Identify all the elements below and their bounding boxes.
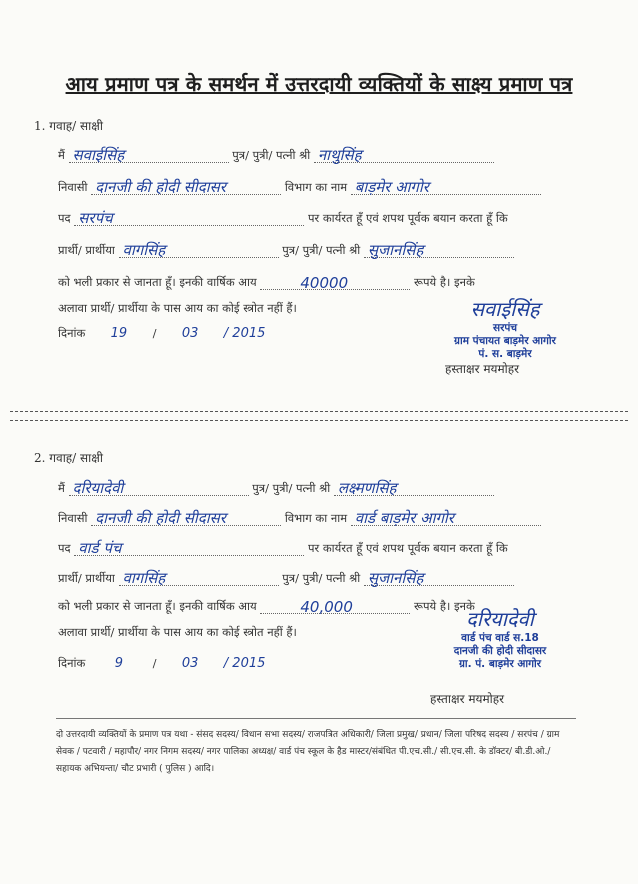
witness2-father-field: लक्ष्मणसिंह — [334, 481, 494, 496]
witness1-label: 1. गवाह/ साक्षी — [34, 119, 103, 133]
witness1-name-row: मैं सवाईसिंह पुत्र/ पुत्री/ पत्नी श्री नाथुसिंह — [58, 148, 494, 163]
witness2-no-source: अलावा प्रार्थी/ प्रार्थीया के पास आय का कोई स्त्रोत नहीं हैं। — [58, 625, 297, 639]
witness1-applicant-father-field: सुजानसिंह — [364, 243, 514, 258]
footnote: दो उत्तरदायी व्यक्तियों के प्रमाण पत्र यथा - संसद सदस्य/ विधान सभा सदस्य/ राजपत्रित अधिकारी/ जिला प्रमुख/ प्रधान/ जिला परिषद सदस्य / सरपंच / ग्राम सेवक / पटवारी / महापौर/ नगर निगम सदस्य/ नगर पालिका अध्यक्ष/ वार्ड पंच स्कूल के हैड मास्टर/संबंधित पी.एच.सी./ सी.एच.सी. के डॉक्टर/ बी.डी.ओ./ सहायक अभियन्ता/ चौट प्रभारी ( पुलिस ) आदि। — [56, 730, 560, 774]
witness2-income-field: 40,000 — [260, 599, 410, 614]
witness2-name-field: दरियादेवी — [69, 481, 249, 496]
witness1-post-field: सरपंच — [74, 211, 304, 226]
witness1-resident-row: निवासी दानजी की होदी सीदासर विभाग का नाम बाड़मेर आगोर — [58, 180, 541, 195]
witness2-income-row: को भली प्रकार से जानता हूँ। इनकी वार्षिक आय 40,000 रूपये है। इनके — [58, 598, 475, 616]
witness1-signature-stamp: सवाईसिंह सरपंच ग्राम पंचायत बाड़मेर आगोर पं. स. बाड़मेर — [415, 295, 595, 361]
witness2-name-row: मैं दरियादेवी पुत्र/ पुत्री/ पत्नी श्री लक्ष्मणसिंह — [58, 481, 494, 496]
witness2-label: 2. गवाह/ साक्षी — [34, 451, 103, 465]
witness1-signature: सवाईसिंह — [470, 297, 540, 321]
witness1-date: दिनांक 19 / 03 / 2015 — [58, 326, 266, 341]
witness2-applicant-field: वागसिंह — [119, 571, 279, 586]
witness1-resident-field: दानजी की होदी सीदासर — [91, 180, 281, 195]
document-title: आय प्रमाण पत्र के समर्थन में उत्तरदायी व्यक्तियों के साक्ष्य प्रमाण पत्र — [65, 72, 573, 96]
witness2-signature: दरियादेवी — [466, 607, 534, 631]
witness1-sign-label: हस्ताक्षर मयमोहर — [445, 362, 520, 376]
witness2-applicant-father-field: सुजानसिंह — [364, 571, 514, 586]
witness2-signature-stamp: दरियादेवी वार्ड पंच वार्ड स.18 दानजी की होदी सीदासर ग्रा. पं. बाड़मेर आगोर — [425, 605, 575, 671]
footnote-rule — [56, 718, 576, 719]
witness2-sign-label: हस्ताक्षर मयमोहर — [430, 692, 505, 706]
witness2-post-field: वार्ड पंच — [74, 541, 304, 556]
witness2-date: दिनांक 9 / 03 / 2015 — [58, 656, 266, 671]
witness1-applicant-row: प्रार्थी/ प्रार्थीया वागसिंह पुत्र/ पुत्री/ पत्नी श्री सुजानसिंह — [58, 243, 514, 258]
witness2-department-field: वार्ड बाड़मेर आगोर — [351, 511, 541, 526]
witness1-name-field: सवाईसिंह — [69, 148, 229, 163]
witness1-post-row: पद सरपंच पर कार्यरत हूँ एवं शपथ पूर्वक बयान करता हूँ कि — [58, 209, 508, 227]
witness1-no-source: अलावा प्रार्थी/ प्रार्थीया के पास आय का कोई स्त्रोत नहीं हैं। — [58, 301, 297, 315]
witness2-applicant-row: प्रार्थी/ प्रार्थीया वागसिंह पुत्र/ पुत्री/ पत्नी श्री सुजानसिंह — [58, 571, 514, 586]
witness2-resident-field: दानजी की होदी सीदासर — [91, 511, 281, 526]
witness1-income-field: 40000 — [260, 275, 410, 290]
witness1-applicant-field: वागसिंह — [119, 243, 279, 258]
witness1-father-field: नाथुसिंह — [314, 148, 494, 163]
section-divider-2 — [10, 420, 628, 421]
witness2-post-row: पद वार्ड पंच पर कार्यरत हूँ एवं शपथ पूर्वक बयान करता हूँ कि — [58, 539, 508, 557]
witness1-department-field: बाड़मेर आगोर — [351, 180, 541, 195]
witness1-income-row: को भली प्रकार से जानता हूँ। इनकी वार्षिक आय 40000 रूपये है। इनके — [58, 274, 475, 292]
witness2-resident-row: निवासी दानजी की होदी सीदासर विभाग का नाम वार्ड बाड़मेर आगोर — [58, 511, 541, 526]
section-divider-1 — [10, 411, 628, 412]
